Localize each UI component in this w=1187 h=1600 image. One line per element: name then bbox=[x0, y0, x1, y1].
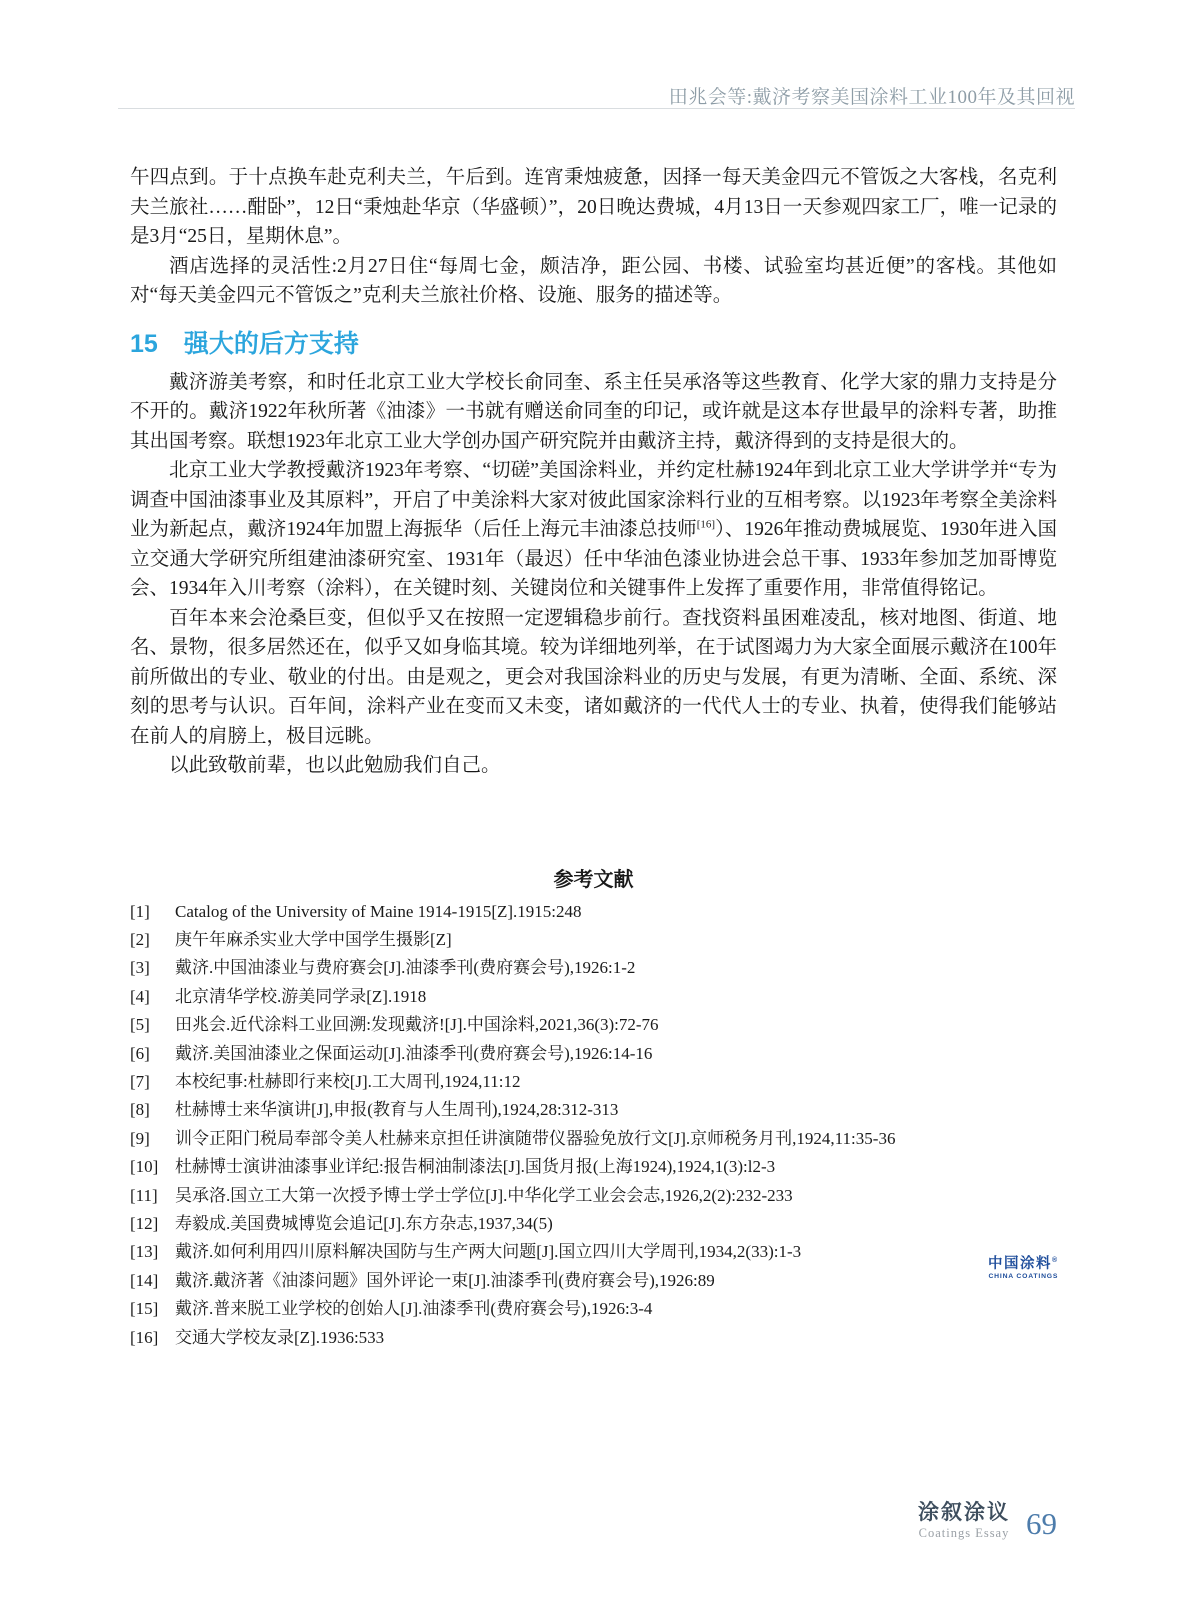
paragraph-support: 戴济游美考察，和时任北京工业大学校长俞同奎、系主任吴承洛等这些教育、化学大家的鼎力支持是分不开的。戴济1922年秋所著《油漆》一书就有赠送俞同奎的印记，或许就是这本存世最早的涂料专著，助推其出国考察。联想1923年北京工业大学创办国产研究院并由戴济主持，戴济得到的支持是很大的。 bbox=[130, 371, 1057, 452]
paragraph-hotel: 酒店选择的灵活性:2月27日住“每周七金，颇洁净，距公园、书楼、试验室均甚近便”的客栈。其他如对“每天美金四元不管饭之”克利夫兰旅社价格、设施、服务的描述等。 bbox=[130, 255, 1057, 306]
reference-text: 戴济.如何利用四川原料解决国防与生产两大问题[J].国立四川大学周刊,1934,2(33):1-3 bbox=[175, 1242, 802, 1262]
citation-superscript: [16] bbox=[696, 518, 716, 531]
logo-chinese-text bbox=[988, 1256, 1059, 1272]
running-head-title: 田兆会等:戴济考察美国涂料工业100年及其回视 bbox=[668, 87, 1075, 108]
section-heading bbox=[130, 327, 1057, 361]
reference-item bbox=[130, 1267, 1057, 1295]
reference-text: 戴济.普来脱工业学校的创始人[J].油漆季刊(费府赛会号),1926:3-4 bbox=[175, 1299, 653, 1319]
references-list bbox=[130, 898, 1057, 1353]
logo-chinese-label: 中国涂料 bbox=[988, 1256, 1052, 1272]
reference-number: [11] bbox=[130, 1185, 158, 1205]
reference-number: [14] bbox=[130, 1270, 159, 1290]
footer-column-title-english: Coatings Essay bbox=[918, 1525, 1010, 1540]
reference-text: 吴承洛.国立工大第一次授予博士学士学位[J].中华化学工业会会志,1926,2(2):232-233 bbox=[175, 1185, 793, 1205]
reference-item bbox=[130, 1096, 1057, 1124]
reference-number: [8] bbox=[130, 1100, 150, 1120]
reference-number: [12] bbox=[130, 1213, 159, 1233]
reference-item bbox=[130, 898, 1057, 926]
reference-text: 戴济.戴济著《油漆问题》国外评论一束[J].油漆季刊(费府赛会号),1926:89 bbox=[175, 1270, 715, 1290]
reference-number: [15] bbox=[130, 1299, 159, 1319]
paragraph-inspection bbox=[130, 456, 1057, 604]
registered-trademark-icon: ® bbox=[1052, 1257, 1059, 1264]
reference-number: [3] bbox=[130, 958, 150, 978]
reference-text: Catalog of the University of Maine 1914-1915[Z].1915:248 bbox=[175, 901, 582, 921]
reference-number: [1] bbox=[130, 901, 150, 921]
reference-number: [7] bbox=[130, 1071, 150, 1091]
paragraph-closing: 以此致敬前辈，也以此勉励我们自己。 bbox=[169, 755, 501, 776]
reference-number: [10] bbox=[130, 1157, 159, 1177]
page-number: 69 bbox=[1026, 1506, 1057, 1541]
reference-item bbox=[130, 1040, 1057, 1068]
reference-text: 寿毅成.美国费城博览会追记[J].东方杂志,1937,34(5) bbox=[175, 1213, 553, 1233]
footer-column-title bbox=[918, 1500, 1010, 1541]
header-rule bbox=[118, 108, 1075, 109]
reference-number: [6] bbox=[130, 1043, 150, 1063]
china-coatings-logo bbox=[988, 1256, 1059, 1282]
reference-number: [2] bbox=[130, 929, 150, 949]
reference-text: 训令正阳门税局奉部令美人杜赫来京担任讲演随带仪器验免放行文[J].京师税务月刊,1924,11:35-36 bbox=[175, 1128, 896, 1148]
reference-item bbox=[130, 1295, 1057, 1323]
reference-number: [9] bbox=[130, 1128, 150, 1148]
reference-item bbox=[130, 1210, 1057, 1238]
footer-column-title-chinese: 涂叙涂议 bbox=[918, 1500, 1010, 1524]
reference-text: 戴济.美国油漆业之保面运动[J].油漆季刊(费府赛会号),1926:14-16 bbox=[175, 1043, 653, 1063]
reference-item bbox=[130, 1125, 1057, 1153]
reference-number: [16] bbox=[130, 1327, 159, 1347]
reference-item bbox=[130, 954, 1057, 982]
logo-english-text: CHINA COATINGS bbox=[988, 1273, 1059, 1280]
page-footer bbox=[918, 1494, 1057, 1546]
reference-text: 本校纪事:杜赫即行来校[J].工大周刊,1924,11:12 bbox=[175, 1071, 521, 1091]
references-heading: 参考文献 bbox=[553, 868, 634, 891]
reference-item bbox=[130, 1153, 1057, 1181]
reference-text: 庚午年麻杀实业大学中国学生摄影[Z] bbox=[175, 929, 452, 949]
reference-item bbox=[130, 1068, 1057, 1096]
paragraph-text-post: ）、1926年推动费城展览、1930年进入国立交通大学研究所组建油漆研究室、1931年（最迟）任中华油色漆业协进会总干事、1933年参加芝加哥博览会、1934年入川考察（涂料），在关键时刻、关键岗位和关键事件上发挥了重要作用，非常值得铭记。 bbox=[130, 519, 1057, 599]
section-title: 强大的后方支持 bbox=[183, 329, 359, 358]
paragraph-century: 百年本来会沧桑巨变，但似乎又在按照一定逻辑稳步前行。查找资料虽困难凌乱，核对地图、街道、地名、景物，很多居然还在，似乎又如身临其境。较为详细地列举，在于试图竭力为大家全面展示戴济在100年前所做出的专业、敬业的付出。由是观之，更会对我国涂料业的历史与发展，有更为清晰、全面、系统、深刻的思考与认识。百年间，涂料产业在变而又未变，诸如戴济的一代代人士的专业、执着，使得我们能够站在前人的肩膀上，极目远眺。 bbox=[130, 607, 1057, 747]
paragraph-text-pre: 北京工业大学教授戴济1923年考察、“切磋”美国涂料业，并约定杜赫1924年到北京工业大学讲学并“专为调查中国油漆事业及其原料”，开启了中美涂料大家对彼此国家涂料行业的互相考察。以1923年考察全美涂料业为新起点，戴济1924年加盟上海振华（后任上海元丰油漆总技师 bbox=[130, 460, 1057, 540]
reference-number: [5] bbox=[130, 1015, 150, 1035]
paragraph-continuation: 午四点到。于十点换车赴克利夫兰，午后到。连宵秉烛疲惫，因择一每天美金四元不管饭之大客栈，名克利夫兰旅社……酣卧”，12日“秉烛赴华京（华盛顿）”，20日晚达费城，4月13日一天参观四家工厂，唯一记录的是3月“25日，星期休息”。 bbox=[130, 167, 1057, 247]
reference-item bbox=[130, 1238, 1057, 1266]
reference-text: 戴济.中国油漆业与费府赛会[J].油漆季刊(费府赛会号),1926:1-2 bbox=[175, 958, 636, 978]
section-number: 15 bbox=[130, 329, 158, 358]
reference-number: [4] bbox=[130, 986, 150, 1006]
reference-text: 田兆会.近代涂料工业回溯:发现戴济![J].中国涂料,2021,36(3):72-76 bbox=[175, 1015, 659, 1035]
reference-item bbox=[130, 926, 1057, 954]
reference-text: 交通大学校友录[Z].1936:533 bbox=[175, 1327, 385, 1347]
reference-text: 北京清华学校.游美同学录[Z].1918 bbox=[175, 986, 427, 1006]
reference-text: 杜赫博士演讲油漆事业详纪:报告桐油制漆法[J].国货月报(上海1924),1924,1(3):l2-3 bbox=[175, 1157, 776, 1177]
reference-number: [13] bbox=[130, 1242, 159, 1262]
article-content bbox=[130, 163, 1057, 1352]
reference-item bbox=[130, 983, 1057, 1011]
reference-text: 杜赫博士来华演讲[J],申报(教育与人生周刊),1924,28:312-313 bbox=[175, 1100, 619, 1120]
reference-item bbox=[130, 1182, 1057, 1210]
reference-item bbox=[130, 1324, 1057, 1352]
reference-item bbox=[130, 1011, 1057, 1039]
